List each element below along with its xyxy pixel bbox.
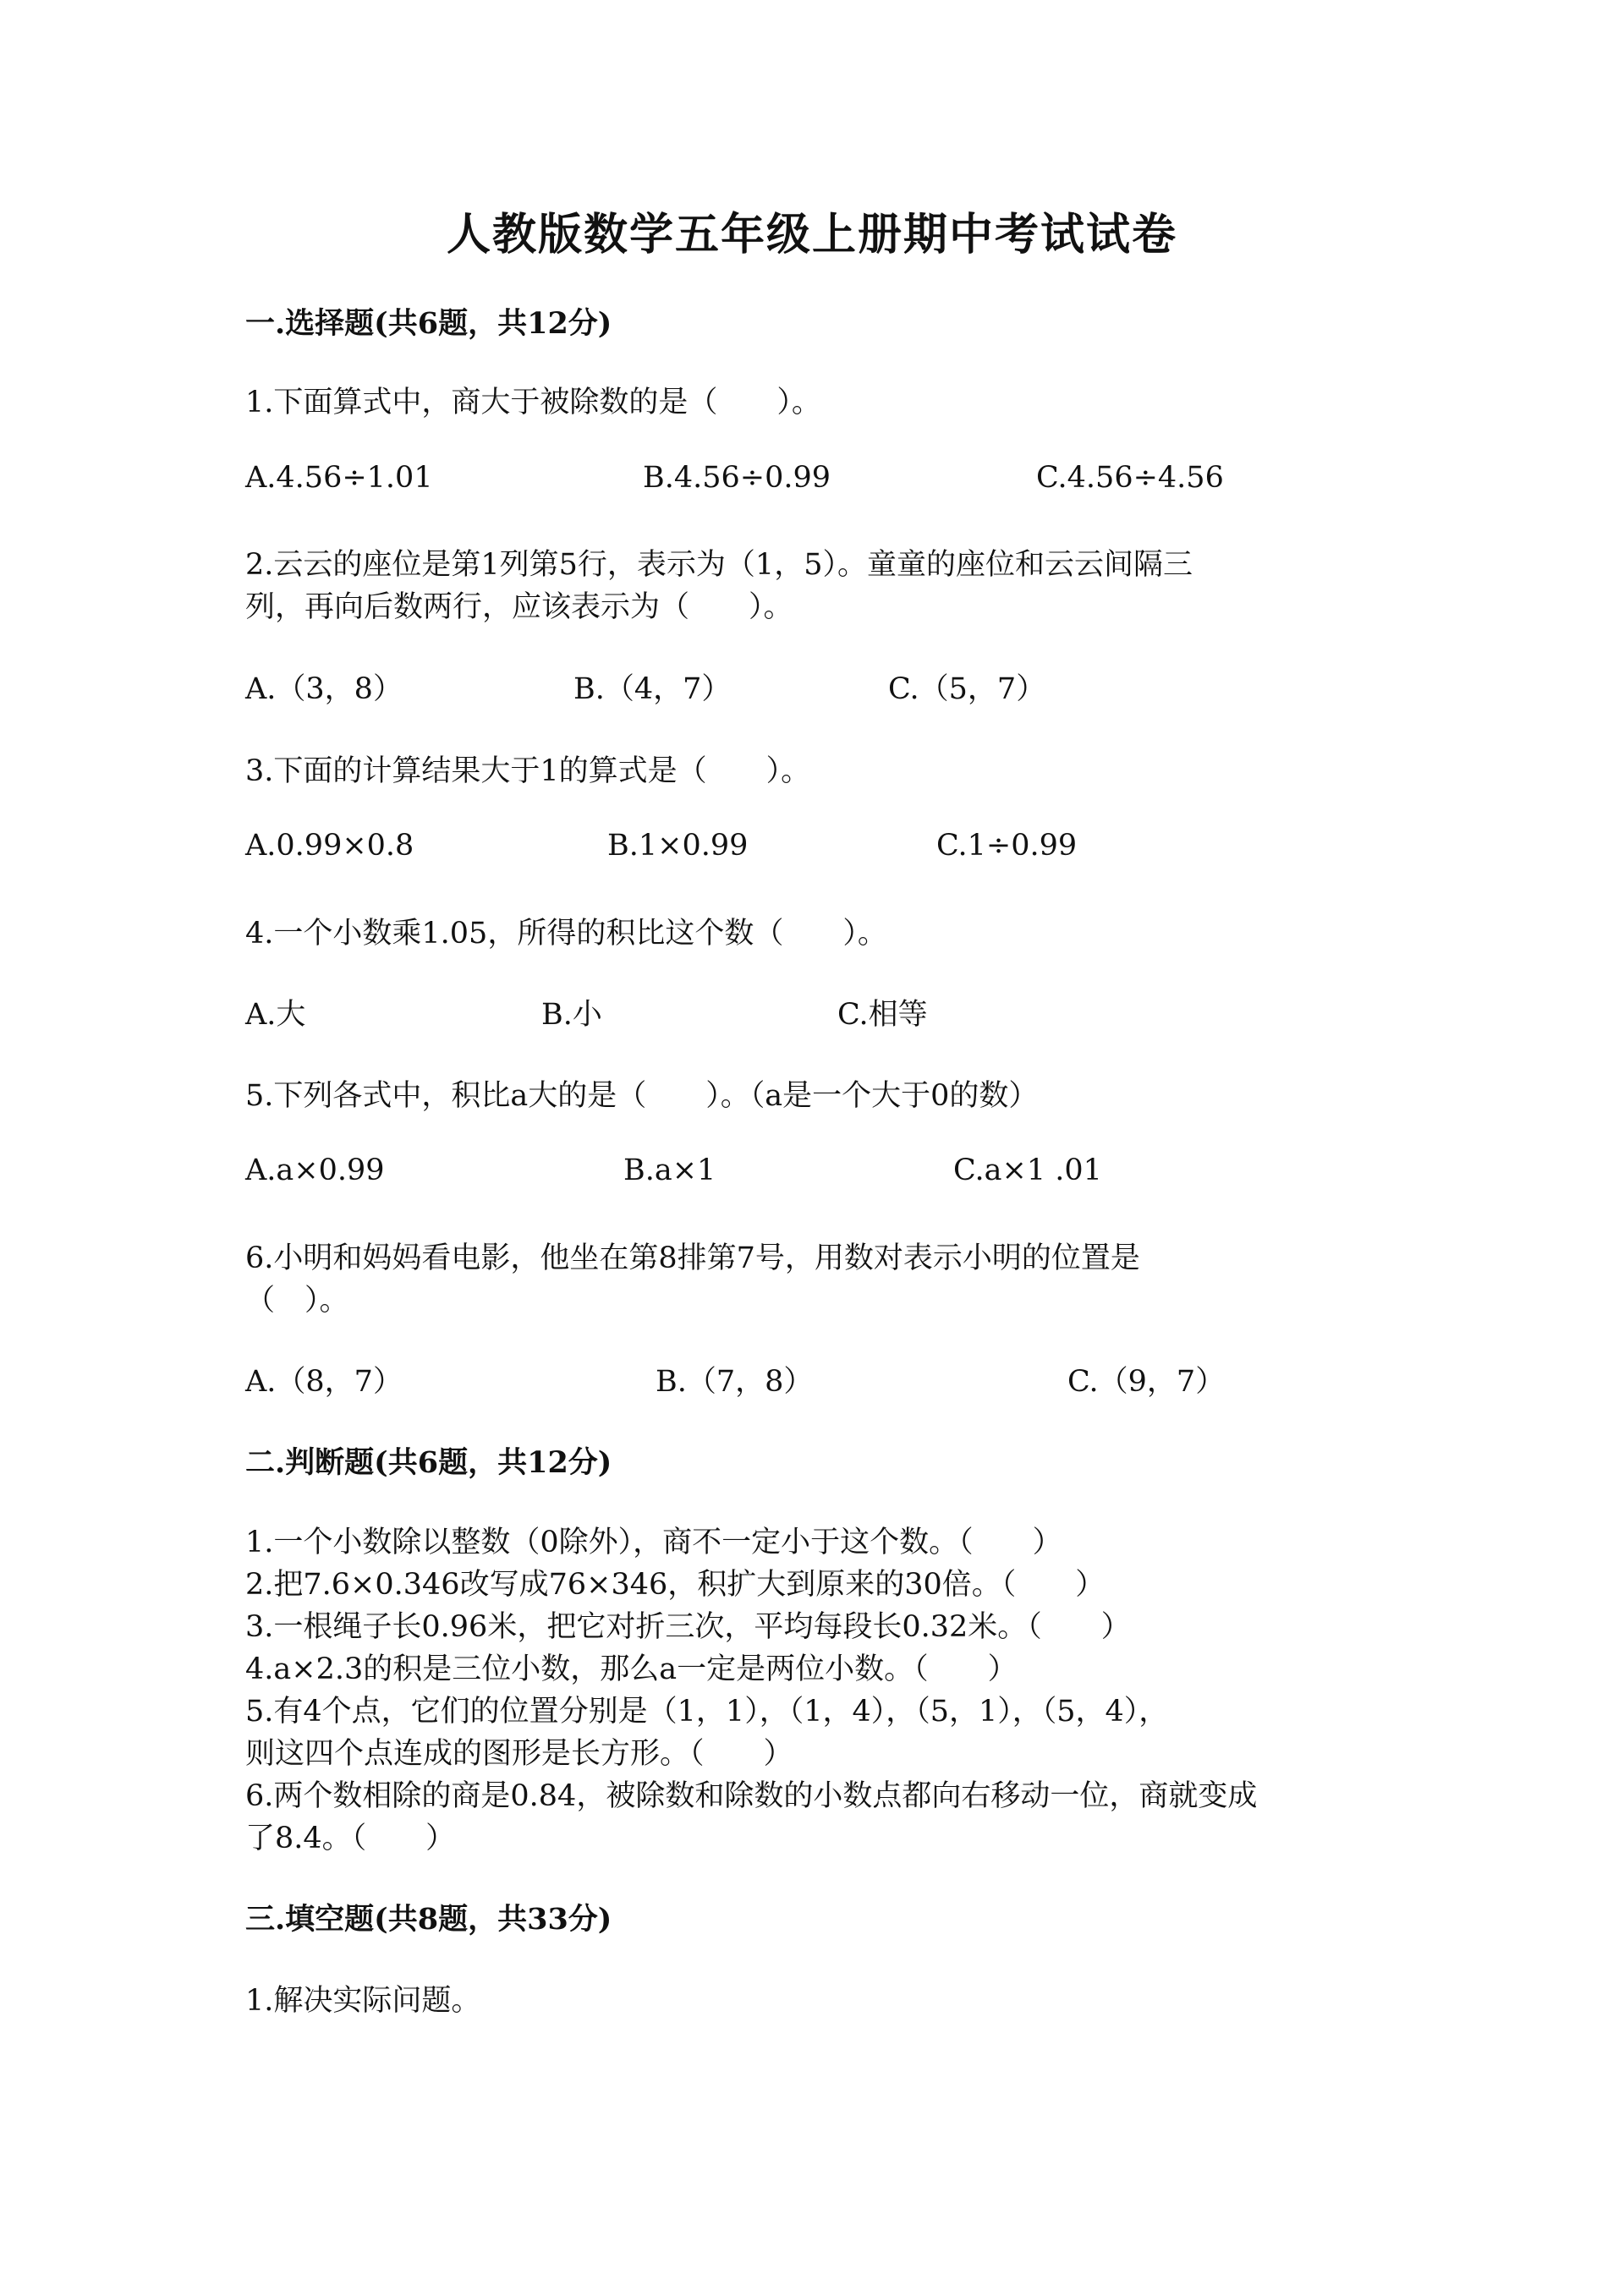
- statement-text: 5.有4个点，它们的位置分别是（1，1），（1，4），（5，1），（5，4），: [245, 1695, 1169, 1729]
- question-text: 1.解决实际问题。: [245, 1984, 481, 2018]
- option-b: B.（4，7）: [573, 672, 732, 706]
- question-text: 2.云云的座位是第1列第5行，表示为（1，5）。童童的座位和云云间隔三: [245, 548, 1193, 582]
- question-text: 3.下面的计算结果大于1的算式是（ ）。: [245, 754, 811, 788]
- section-heading-choice: 一.选择题(共6题，共12分): [245, 306, 612, 341]
- statement-text: 4.a×2.3的积是三位小数，那么a一定是两位小数。（ ）: [245, 1652, 1018, 1686]
- section-heading-judge: 二.判断题(共6题，共12分): [245, 1445, 612, 1480]
- option-c: C.（9，7）: [1067, 1365, 1226, 1399]
- option-b: B.a×1: [623, 1153, 716, 1187]
- section-heading-fill: 三.填空题(共8题，共33分): [245, 1902, 612, 1937]
- question-text: 列，再向后数两行，应该表示为（ ）。: [245, 590, 793, 624]
- question-text: 6.小明和妈妈看电影，他坐在第8排第7号，用数对表示小明的位置是: [245, 1241, 1140, 1275]
- question-text: （ ）。: [245, 1284, 349, 1318]
- option-a: A.0.99×0.8: [245, 829, 414, 863]
- statement-text: 2.把7.6×0.346改写成76×346，积扩大到原来的30倍。（ ）: [245, 1568, 1106, 1602]
- option-a: A.大: [245, 998, 306, 1032]
- option-a: A.4.56÷1.01: [245, 461, 433, 495]
- option-a: A.（3，8）: [245, 672, 403, 706]
- option-b: B.1×0.99: [607, 829, 749, 863]
- option-b: B.4.56÷0.99: [643, 461, 831, 495]
- option-a: A.（8，7）: [245, 1365, 403, 1399]
- question-text: 5.下列各式中，积比a大的是（ ）。（a是一个大于0的数）: [245, 1079, 1039, 1113]
- option-a: A.a×0.99: [245, 1153, 385, 1187]
- option-c: C.4.56÷4.56: [1036, 461, 1224, 495]
- option-c: C.1÷0.99: [936, 829, 1078, 863]
- statement-text: 6.两个数相除的商是0.84，被除数和除数的小数点都向右移动一位，商就变成: [245, 1779, 1258, 1813]
- question-text: 4.一个小数乘1.05，所得的积比这个数（ ）。: [245, 917, 887, 951]
- option-b: B.小: [541, 998, 602, 1032]
- option-c: C.相等: [837, 998, 928, 1032]
- statement-text: 了8.4。（ ）: [245, 1822, 456, 1855]
- statement-text: 1.一个小数除以整数（0除外），商不一定小于这个数。（ ）: [245, 1526, 1062, 1559]
- statement-text: 则这四个点连成的图形是长方形。（ ）: [245, 1737, 793, 1771]
- page-title: 人教版数学五年级上册期中考试试卷: [446, 209, 1177, 260]
- option-c: C.a×1 .01: [953, 1153, 1102, 1187]
- question-text: 1.下面算式中，商大于被除数的是（ ）。: [245, 386, 821, 419]
- statement-text: 3.一根绳子长0.96米，把它对折三次，平均每段长0.32米。（ ）: [245, 1610, 1131, 1644]
- option-b: B.（7，8）: [656, 1365, 814, 1399]
- option-c: C.（5，7）: [888, 672, 1046, 706]
